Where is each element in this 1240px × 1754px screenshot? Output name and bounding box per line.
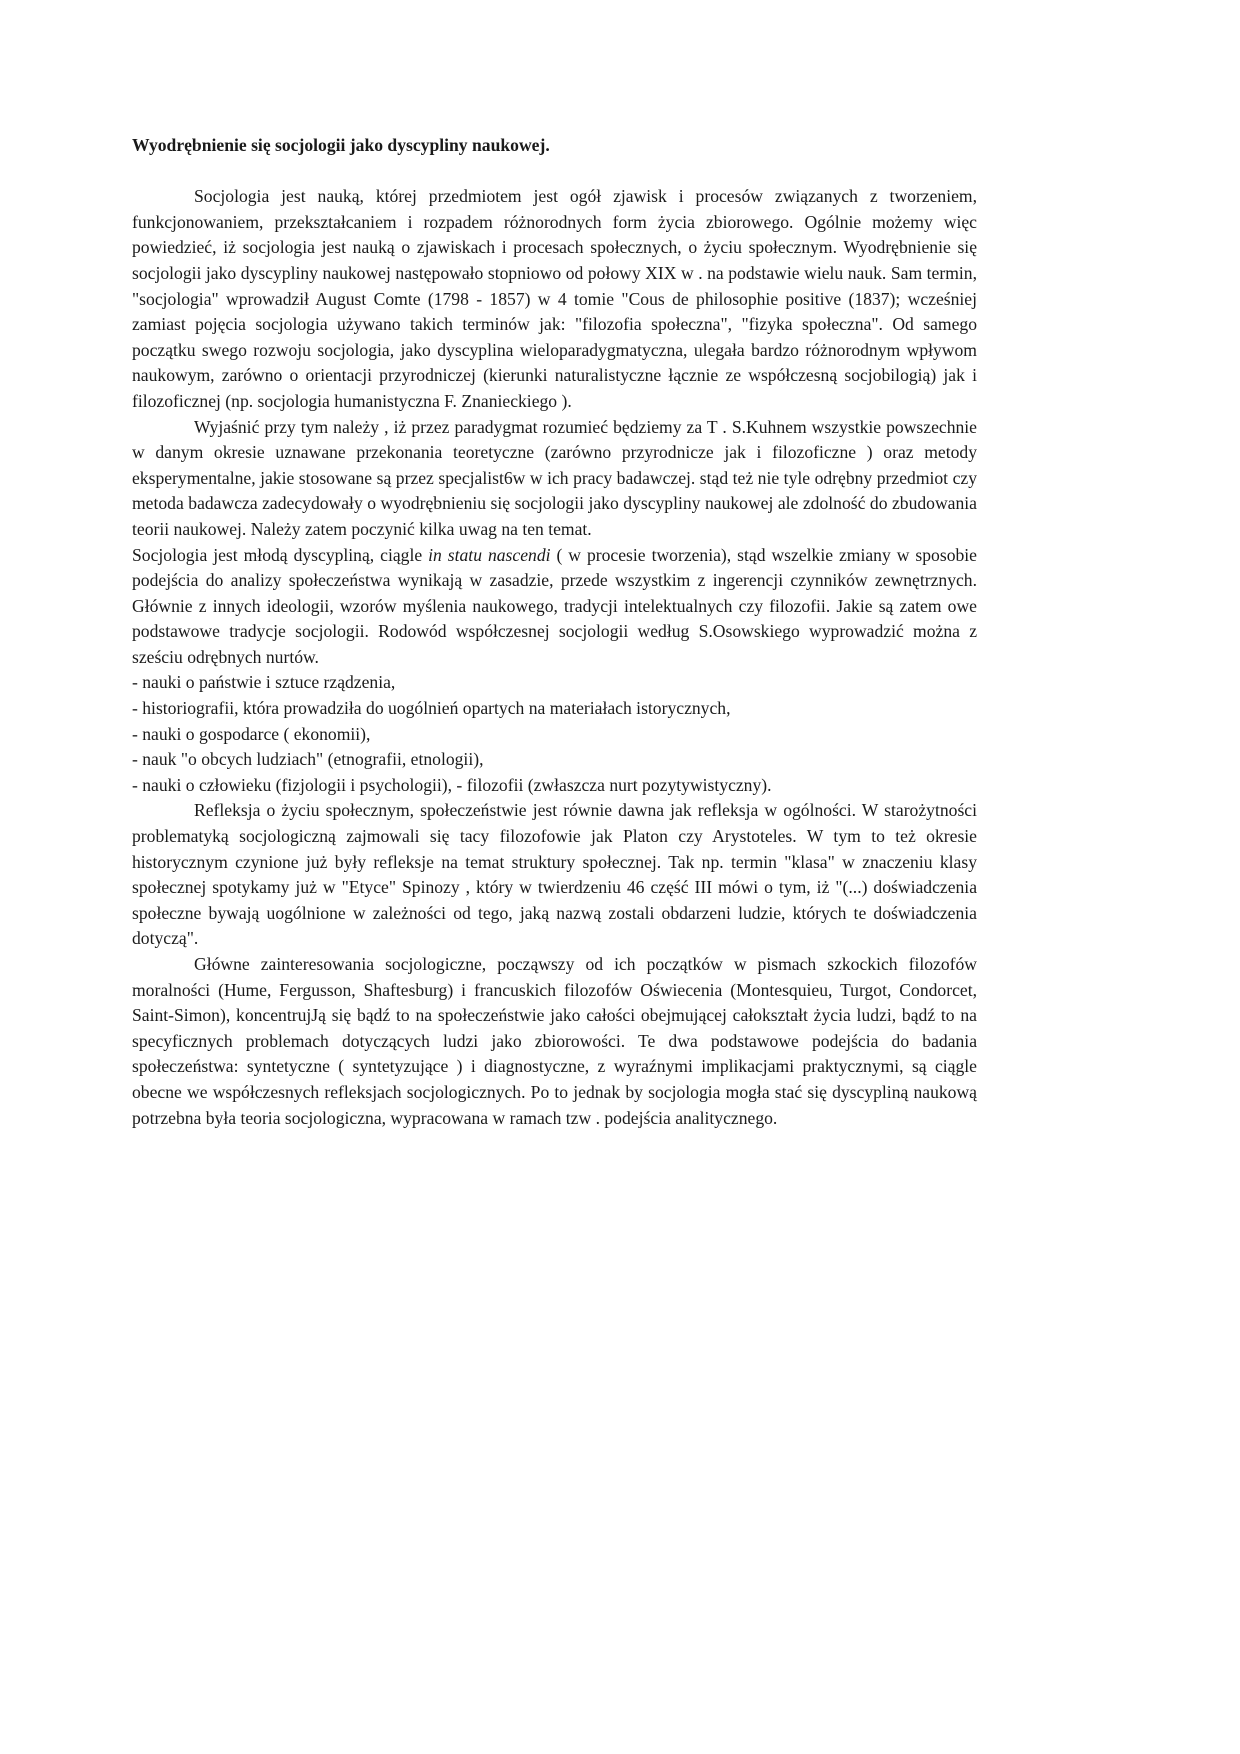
- document-title: Wyodrębnienie się socjologii jako dyscypliny naukowej.: [132, 135, 550, 155]
- list-item: - nauki o człowieku (fizjologii i psychologii), - filozofii (zwłaszcza nurt pozytywistyczny).: [132, 774, 772, 795]
- list-item: - nauk "o obcych ludziach" (etnografii, etnologii),: [132, 749, 484, 770]
- list-item: - historiografii, która prowadziła do uogólnień opartych na materiałach istorycznych,: [132, 698, 731, 719]
- list-item: - nauki o państwie i sztuce rządzenia,: [132, 672, 396, 693]
- paragraph-young-discipline-text-before: Socjologia jest młodą dyscypliną, ciągle: [132, 544, 429, 565]
- paragraph-intro: Socjologia jest nauką, której przedmiotem jest ogół zjawisk i procesów związanych z tworzeniem, funkcjonowaniem, przekształcaniem i rozpadem różnorodnych form życia zbiorowego. Ogólnie możemy więc powiedzieć, iż socjologia jest nauką o zjawiskach i procesach społecznych, o życiu społecznym. Wyodrębnienie się socjologii jako dyscypliny naukowej następowało stopniowo od połowy XIX w . na podstawie wielu nauk. Sam termin, "socjologia" wprowadził August Comte (1798 - 1857) w 4 tomie "Cous de philosophie positive (1837); wcześniej zamiast pojęcia socjologia używano takich terminów jak: "filozofia społeczna", "fizyka społeczna". Od samego początku swego rozwoju socjologia, jako dyscyplina wieloparadygmatyczna, ulegała bardzo różnorodnym wpływom naukowym, zarówno o orientacji przyrodniczej (kierunki naturalistyczne łącznie ze współczesną socjobilogią) jak i filozoficznej (np. socjologia humanistyczna F. Znanieckiego ).: [132, 186, 977, 411]
- paragraph-main-interests: Główne zainteresowania socjologiczne, począwszy od ich początków w pismach szkockich filozofów moralności (Hume, Fergusson, Shaftesburg) i francuskich filozofów Oświecenia (Montesquieu, Turgot, Condorcet, Saint-Simon), koncentrujJą się bądź to na społeczeństwie jako całości obejmującej całokształt życia ludzi, bądź to na specyficznych problemach dotyczących ludzi jako zbiorowości. Te dwa podstawowe podejścia do badania społeczeństwa: syntetyczne ( syntetyzujące ) i diagnostyczne, z wyraźnymi implikacjami praktycznymi, są ciągle obecne we współczesnych refleksjach socjologicznych. Po to jednak by socjologia mogła stać się dyscypliną naukową potrzebna była teoria socjologiczna, wypracowana w ramach tzw . podejścia analitycznego.: [132, 954, 977, 1128]
- paragraph-young-discipline-text-after: ( w procesie tworzenia), stąd wszelkie zmiany w sposobie podejścia do analizy społeczeństwa wynikają w zasadzie, przede wszystkim z ingerencji czynników zewnętrznych. Głównie z innych ideologii, wzorów myślenia naukowego, tradycji intelektualnych czy filozofii. Jakie są zatem owe podstawowe tradycje socjologii. Rodowód współczesnej socjologii według S.Osowskiego wyprowadzić można z sześciu odrębnych nurtów.: [132, 544, 977, 667]
- list-item: - nauki o gospodarce ( ekonomii),: [132, 723, 371, 744]
- latin-phrase-italic: in statu nascendi: [428, 544, 551, 565]
- paragraph-young-discipline: [132, 543, 977, 671]
- paragraph-paradigm: Wyjaśnić przy tym należy , iż przez paradygmat rozumieć będziemy za T . S.Kuhnem wszystkie powszechnie w danym okresie uznawane przekonania teoretyczne (zarówno przyrodnicze jak i filozoficzne ) oraz metody eksperymentalne, jakie stosowane są przez specjalist6w w ich pracy badawczej. stąd też nie tyle odrębny przedmiot czy metoda badawcza zadecydowały o wyodrębnieniu się socjologii jako dyscypliny naukowej ale zdolność do zbudowania teorii naukowej. Należy zatem poczynić kilka uwag na ten temat.: [132, 416, 977, 539]
- paragraph-reflection: Refleksja o życiu społecznym, społeczeństwie jest równie dawna jak refleksja w ogólności. W starożytności problematyką socjologiczną zajmowali się tacy filozofowie jak Platon czy Arystoteles. W tym to też okresie historycznym czynione już były refleksje na temat struktury społecznej. Tak np. termin "klasa" w znaczeniu klasy społecznej spotykamy już w "Etyce" Spinozy , który w twierdzeniu 46 część III mówi o tym, iż "(...) doświadczenia społeczne bywają uogólnione w zależności od tego, jaką nazwą zostali obdarzeni ludzie, których te doświadczenia dotyczą".: [132, 800, 977, 949]
